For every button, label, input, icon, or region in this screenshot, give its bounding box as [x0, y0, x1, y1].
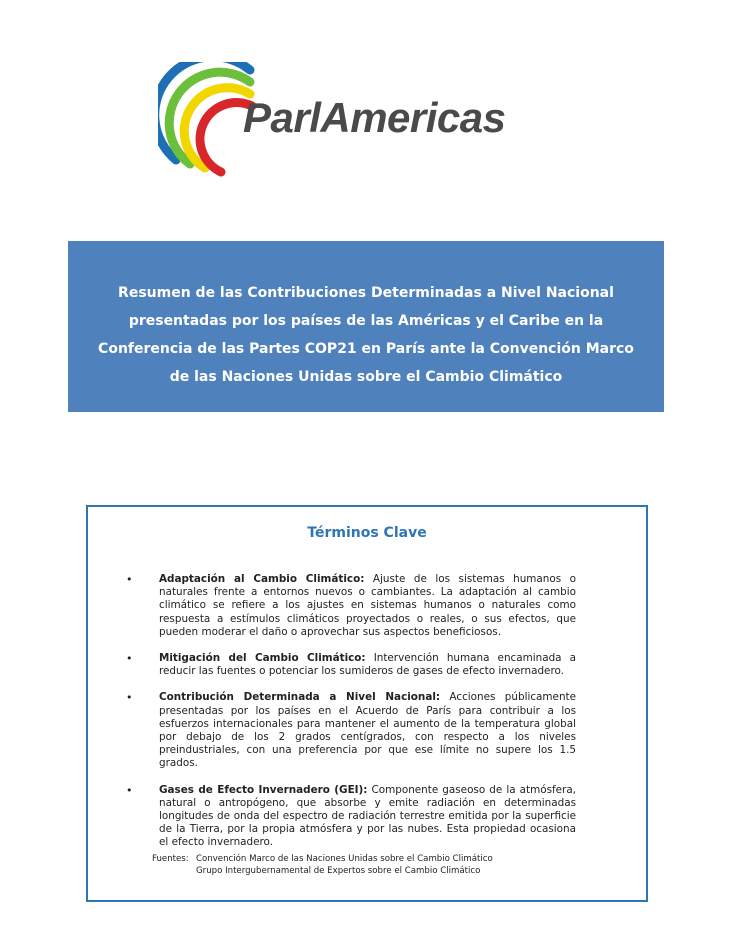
banner-line: de las Naciones Unidas sobre el Cambio Climático	[169, 369, 563, 385]
key-terms-box	[86, 505, 648, 902]
banner-line: Conferencia de las Partes COP21 en París ante la Convención Marco	[98, 341, 634, 357]
term-item	[88, 573, 646, 639]
title-banner	[68, 241, 664, 412]
term-item	[88, 691, 646, 770]
term-definition: Acciones públicamente presentadas por los países en el Acuerdo de París para contribuir a los esfuerzos internacionales para mantener el aumento de la temperatura global por debajo de los 2 grados centígrados, con respecto a los niveles preindustriales, con una preferencia por que ese límite no supere los 1.5 grados.	[159, 691, 576, 770]
bullet-icon: •	[126, 691, 133, 705]
sources	[152, 853, 493, 877]
parlamericas-logo	[158, 62, 578, 182]
banner-line: presentadas por los países de las Américas y el Caribe en la	[128, 313, 604, 329]
banner-line: Resumen de las Contribuciones Determinadas a Nivel Nacional	[118, 285, 614, 301]
bullet-icon: •	[126, 573, 133, 586]
term-name: Mitigación del Cambio Climático:	[159, 652, 366, 665]
term-definition: Intervención humana encaminada a reducir las fuentes o potenciar los sumideros de gases de efecto invernadero.	[159, 652, 576, 678]
term-definition: Ajuste de los sistemas humanos o naturales frente a entornos nuevos o cambiantes. La adaptación al cambio climático se refiere a los ajustes en sistemas humanos o naturales como respuesta a estímulos climáticos proyectados o reales, o sus efectos, que pueden moderar el daño o aprovechar sus aspectos beneficiosos.	[159, 573, 576, 638]
term-name: Adaptación al Cambio Climático:	[159, 573, 365, 585]
term-item	[88, 652, 646, 678]
logo-wordmark: ParlAmericas	[243, 94, 506, 141]
term-item	[88, 784, 646, 850]
term-name: Gases de Efecto Invernadero (GEI):	[159, 783, 368, 796]
key-terms-title: Términos Clave	[307, 525, 427, 541]
bullet-icon: •	[126, 652, 133, 666]
term-definition: Componente gaseoso de la atmósfera, natural o antropógeno, que absorbe y emite radiación en determinadas longitudes de onda del espectro de radiación terrestre emitida por la superficie de la Tierra, por la propia atmósfera y por las nubes. Esta propiedad ocasiona el efecto invernadero.	[159, 783, 576, 849]
term-name: Contribución Determinada a Nivel Nacional:	[159, 691, 441, 704]
sources-label: Fuentes:	[152, 854, 189, 864]
bullet-icon: •	[126, 783, 133, 797]
key-terms-list	[88, 573, 646, 863]
source-item: Convención Marco de las Naciones Unidas sobre el Cambio Climático	[196, 854, 493, 864]
source-item: Grupo Intergubernamental de Expertos sobre el Cambio Climático	[196, 866, 481, 876]
